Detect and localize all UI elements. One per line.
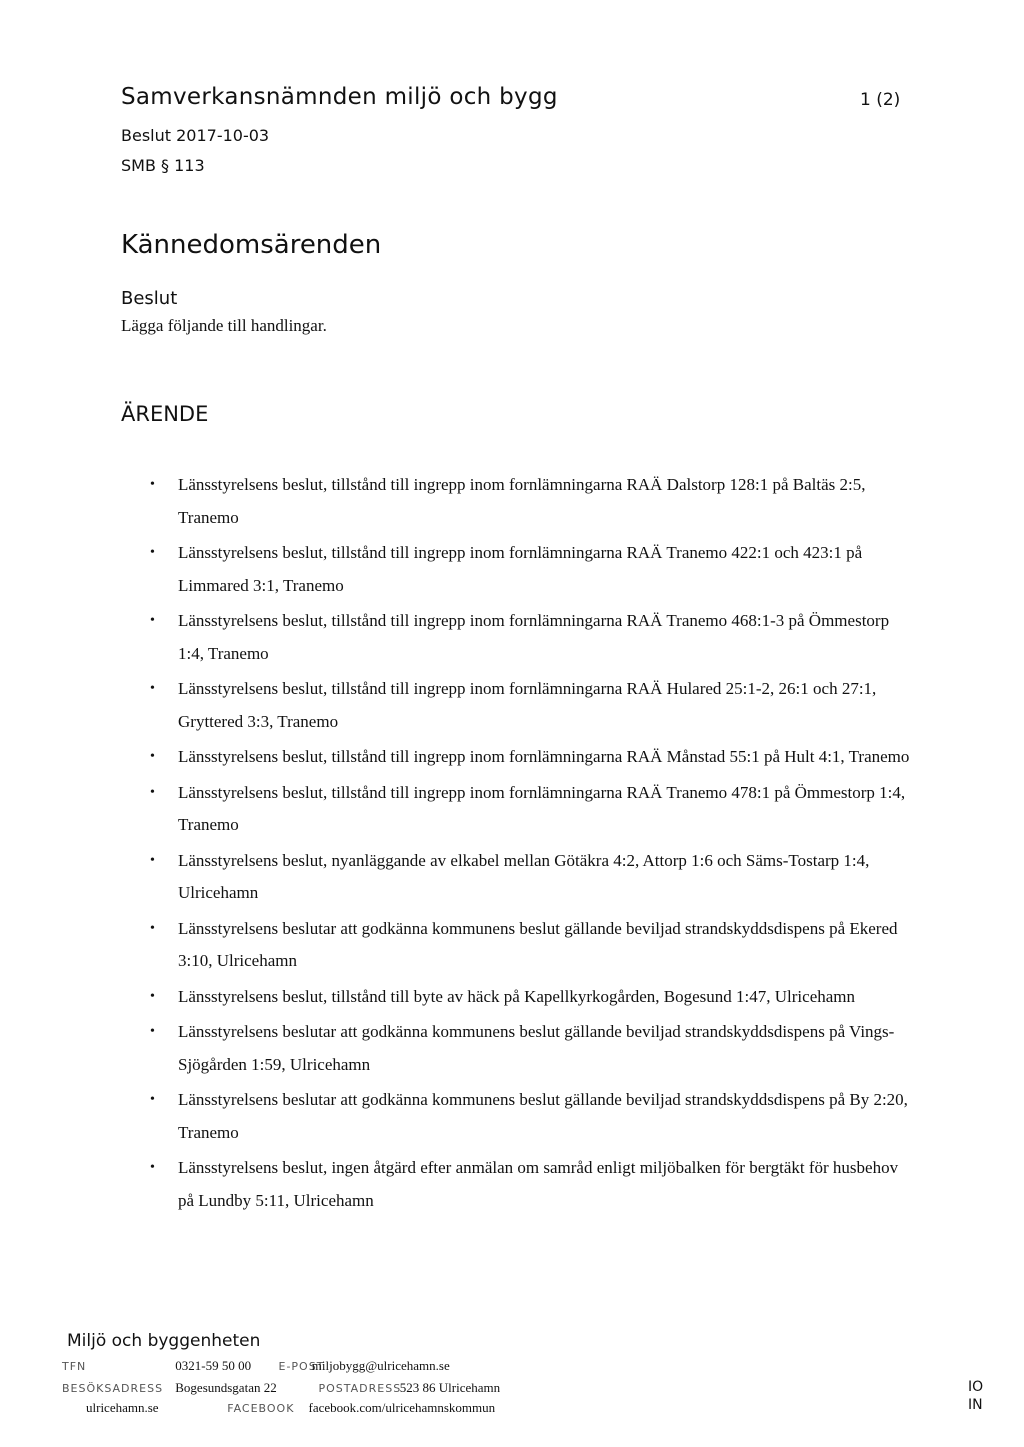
facebook-link[interactable]: facebook.com/ulricehamnskommun: [308, 1400, 496, 1415]
list-item: [150, 1084, 910, 1149]
bullet-icon: •: [150, 613, 155, 628]
list-item: [150, 777, 910, 842]
list-item: [150, 673, 910, 738]
organization-name: Samverkansnämnden miljö och bygg: [121, 84, 558, 110]
bullet-icon: •: [150, 477, 155, 492]
email-label: E-POST: [278, 1360, 325, 1373]
page-title: Kännedomsärenden: [121, 230, 382, 260]
list-item-text: Länsstyrelsens beslut, nyanläggande av elkabel mellan Götäkra 4:2, Attorp 1:6 och Säms-Tostarp 1:4, Ulricehamn: [178, 850, 870, 902]
email-link[interactable]: miljobygg@ulricehamn.se: [311, 1358, 450, 1373]
list-item-text: Länsstyrelsens beslut, tillstånd till byte av häck på Kapellkyrkogården, Bogesund 1:47, Ulricehamn: [178, 986, 856, 1006]
list-item-text: Länsstyrelsens beslut, tillstånd till ingrepp inom fornlämningarna RAÄ Hulared 25:1-2, 26:1 och 27:1, Gryttered 3:3, Tranemo: [178, 679, 877, 731]
edge-text-line: IN: [968, 1397, 983, 1413]
footer-contact-row: [62, 1358, 450, 1374]
post-address-label: POSTADRESS: [318, 1382, 402, 1395]
footer-address-row: [62, 1380, 500, 1396]
website-link[interactable]: ulricehamn.se: [86, 1400, 159, 1415]
footer-web-row: [62, 1400, 495, 1416]
visit-address-label: BESÖKSADRESS: [62, 1382, 164, 1395]
footer-department: Miljö och byggenheten: [67, 1331, 261, 1351]
list-item-text: Länsstyrelsens beslutar att godkänna kommunens beslut gällande beviljad strandskyddsdispens på Ekered 3:10, Ulricehamn: [178, 918, 898, 970]
phone-label: TFN: [62, 1360, 87, 1373]
list-item: [150, 1016, 910, 1081]
post-address: 523 86 Ulricehamn: [399, 1380, 501, 1395]
list-item: [150, 741, 910, 774]
decision-date: Beslut 2017-10-03: [121, 126, 270, 145]
case-heading: ÄRENDE: [121, 402, 209, 426]
list-item-text: Länsstyrelsens beslut, tillstånd till ingrepp inom fornlämningarna RAÄ Dalstorp 128:1 på Baltäs 2:5, Tranemo: [178, 475, 866, 527]
list-item-text: Länsstyrelsens beslut, tillstånd till ingrepp inom fornlämningarna RAÄ Månstad 55:1 på Hult 4:1, Tranemo: [178, 747, 910, 766]
bullet-icon: •: [150, 1024, 155, 1039]
bullet-icon: •: [150, 749, 155, 764]
case-list: [150, 469, 910, 1220]
bullet-icon: •: [150, 681, 155, 696]
bullet-icon: •: [150, 852, 155, 868]
edge-text-line: IO: [968, 1379, 984, 1395]
list-item: [150, 845, 910, 910]
list-item-text: Länsstyrelsens beslutar att godkänna kommunens beslut gällande beviljad strandskyddsdispens på Vings-Sjögården 1:59, Ulricehamn: [178, 1022, 895, 1074]
list-item-text: Länsstyrelsens beslutar att godkänna kommunens beslut gällande beviljad strandskyddsdispens på By 2:20, Tranemo: [178, 1090, 908, 1142]
bullet-icon: •: [150, 1160, 155, 1175]
bullet-icon: •: [150, 545, 155, 560]
list-item: [150, 913, 910, 978]
decision-heading: Beslut: [121, 288, 178, 309]
bullet-icon: •: [150, 1092, 155, 1107]
footer-edge-text: [968, 1378, 983, 1414]
bullet-icon: •: [150, 920, 155, 936]
list-item-text: Länsstyrelsens beslut, tillstånd till ingrepp inom fornlämningarna RAÄ Tranemo 478:1 på Ömmestorp 1:4, Tranemo: [178, 782, 906, 834]
decision-text: Lägga följande till handlingar.: [121, 316, 327, 335]
list-item: [150, 605, 910, 670]
list-item-text: Länsstyrelsens beslut, tillstånd till ingrepp inom fornlämningarna RAÄ Tranemo 468:1-3 på Ömmestorp 1:4, Tranemo: [178, 611, 890, 663]
list-item-text: Länsstyrelsens beslut, ingen åtgärd efter anmälan om samråd enligt miljöbalken för bergtäkt för husbehov på Lundby 5:11, Ulricehamn: [178, 1158, 899, 1210]
list-item: [150, 537, 910, 602]
phone-number: 0321-59 50 00: [175, 1358, 252, 1373]
facebook-label: FACEBOOK: [227, 1402, 295, 1415]
list-item: [150, 469, 910, 534]
bullet-icon: •: [150, 988, 155, 1004]
page-number: 1 (2): [860, 90, 901, 110]
bullet-icon: •: [150, 784, 155, 800]
visit-address: Bogesundsgatan 22: [175, 1380, 277, 1395]
list-item-text: Länsstyrelsens beslut, tillstånd till ingrepp inom fornlämningarna RAÄ Tranemo 422:1 och 423:1 på Limmared 3:1, Tranemo: [178, 543, 863, 595]
list-item: [150, 981, 910, 1014]
list-item: [150, 1152, 910, 1217]
paragraph-number: SMB § 113: [121, 156, 205, 175]
